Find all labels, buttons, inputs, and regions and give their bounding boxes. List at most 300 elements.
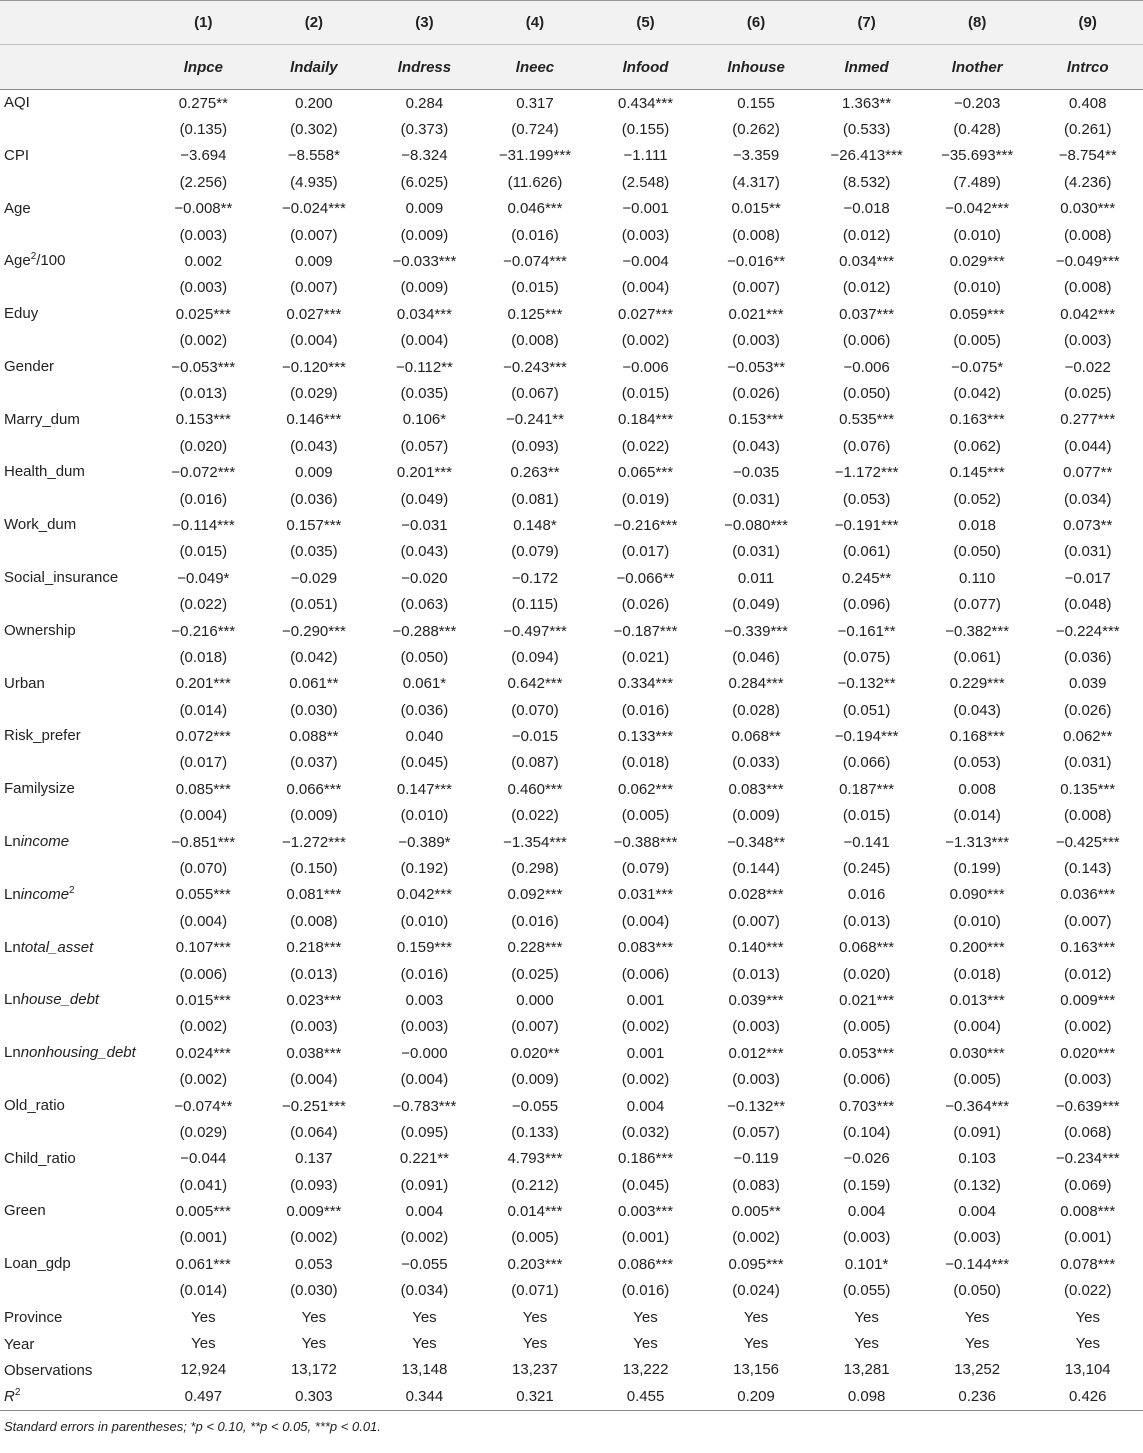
summary-row — [0, 1357, 1143, 1383]
standard-error-cell: (0.050) — [842, 384, 891, 402]
row-label-pre: Loan_gdp — [4, 1255, 71, 1273]
summary-cell: Yes — [191, 1335, 216, 1353]
standard-error-cell: (0.003) — [179, 226, 228, 244]
standard-error-cell: (0.031) — [1063, 754, 1112, 772]
standard-error-cell: (0.033) — [732, 754, 780, 772]
coefficient-cell: −8.324 — [401, 147, 448, 165]
column-name: lnpce — [183, 58, 223, 76]
standard-error-cell: (0.035) — [290, 543, 338, 561]
standard-error-cell: (0.007) — [1063, 912, 1112, 930]
row-label-pre: Familysize — [4, 780, 75, 798]
standard-error-cell: (0.013) — [290, 965, 338, 983]
standard-error-cell: (0.015) — [179, 543, 228, 561]
standard-error-cell: (0.048) — [1063, 596, 1112, 614]
standard-error-cell: (0.006) — [842, 1071, 891, 1089]
standard-error-cell: (0.041) — [179, 1176, 228, 1194]
coefficient-cell: 0.317 — [516, 94, 554, 112]
coefficient-cell: −0.382*** — [945, 622, 1010, 640]
standard-error-cell: (0.006) — [179, 965, 228, 983]
standard-error-cell: (4.317) — [732, 173, 780, 191]
coefficient-cell: −3.694 — [180, 147, 227, 165]
coefficient-cell: −0.141 — [843, 833, 890, 851]
row-label — [0, 1304, 148, 1330]
coefficient-cell: 1.363** — [842, 94, 892, 112]
standard-error-cell: (0.159) — [842, 1176, 891, 1194]
standard-error-cell: (0.015) — [621, 384, 670, 402]
coefficient-cell: 0.004 — [626, 1097, 665, 1115]
standard-error-cell: (0.002) — [732, 1229, 780, 1247]
standard-error-cell: (0.012) — [842, 226, 891, 244]
coefficient-cell: 0.203*** — [507, 1255, 563, 1273]
coefficient-cell: 0.148* — [513, 516, 557, 534]
standard-error-row — [0, 961, 1143, 987]
coefficient-cell: 0.053*** — [839, 1044, 895, 1062]
standard-error-cell: (0.008) — [1063, 279, 1112, 297]
coefficient-cell: −0.031 — [401, 516, 448, 534]
standard-error-cell: (0.045) — [400, 754, 449, 772]
coefficient-cell: 0.284 — [405, 94, 444, 112]
column-name: lnmed — [844, 58, 889, 76]
standard-error-cell: (0.132) — [953, 1176, 1001, 1194]
standard-error-cell: (0.025) — [1063, 384, 1112, 402]
coefficient-cell: 0.004 — [405, 1203, 444, 1221]
coefficient-cell: 0.009*** — [286, 1203, 342, 1221]
coefficient-cell: 0.157*** — [286, 516, 342, 534]
standard-error-row — [0, 855, 1143, 881]
standard-error-row — [0, 1278, 1143, 1304]
coefficient-row — [0, 407, 1143, 433]
coefficient-cell: 0.068*** — [839, 939, 895, 957]
coefficient-row — [0, 459, 1143, 485]
coefficient-cell: −0.072*** — [171, 464, 236, 482]
coefficient-row — [0, 1198, 1143, 1224]
row-label-pre: Old_ratio — [4, 1096, 65, 1114]
standard-error-cell: (0.199) — [953, 860, 1001, 878]
summary-cell: 0.426 — [1032, 1383, 1143, 1410]
standard-error-cell: (0.003) — [732, 1071, 780, 1089]
coefficient-cell: 0.228*** — [507, 939, 563, 957]
standard-error-cell: (0.021) — [621, 648, 670, 666]
coefficient-cell: 0.009 — [295, 464, 333, 482]
summary-cell: Yes — [522, 1335, 548, 1353]
row-label — [0, 829, 148, 882]
standard-error-cell: (0.302) — [290, 121, 338, 139]
column-number: (5) — [636, 14, 655, 31]
standard-error-cell: (0.135) — [179, 121, 228, 139]
column-number: (3) — [415, 14, 434, 31]
coefficient-cell: −0.022 — [1064, 358, 1111, 376]
summary-cell: Yes — [1075, 1308, 1100, 1326]
coefficient-row — [0, 1146, 1143, 1172]
row-label-pre: CPI — [4, 146, 30, 164]
standard-error-row — [0, 644, 1143, 670]
standard-error-cell: (0.071) — [511, 1282, 559, 1300]
standard-error-cell: (0.079) — [621, 860, 670, 878]
coefficient-cell: −0.243*** — [503, 358, 567, 376]
standard-error-cell: (0.050) — [400, 648, 449, 666]
coefficient-cell: −0.187*** — [613, 622, 678, 640]
coefficient-cell: 0.221** — [399, 1150, 450, 1168]
row-label — [0, 1040, 148, 1093]
row-label — [0, 459, 148, 512]
standard-error-cell: (0.020) — [842, 965, 891, 983]
standard-error-cell: (0.007) — [290, 279, 338, 297]
coefficient-cell: 0.088** — [289, 728, 339, 746]
standard-error-cell: (0.010) — [953, 279, 1001, 297]
coefficient-cell: −0.008** — [174, 200, 233, 218]
summary-cell: 0.098 — [811, 1383, 922, 1410]
coefficient-cell: −0.033*** — [392, 253, 457, 271]
coefficient-cell: 0.036*** — [1060, 886, 1116, 904]
coefficient-cell: 0.042*** — [396, 886, 452, 904]
standard-error-cell: (0.034) — [400, 1282, 449, 1300]
standard-error-cell: (0.051) — [290, 596, 338, 614]
row-label-it: nonhousing_debt — [20, 1044, 136, 1062]
standard-error-cell: (0.028) — [732, 701, 780, 719]
row-label — [0, 987, 148, 1040]
standard-error-cell: (0.036) — [400, 701, 449, 719]
coefficient-row — [0, 301, 1143, 327]
standard-error-cell: (0.004) — [179, 807, 228, 825]
coefficient-cell: 0.201*** — [396, 464, 452, 482]
standard-error-cell: (0.003) — [400, 1018, 449, 1036]
row-label-pre: Age — [4, 199, 31, 217]
summary-cell: Yes — [412, 1308, 437, 1326]
standard-error-row — [0, 591, 1143, 617]
summary-cell: Yes — [854, 1335, 879, 1353]
coefficient-cell: 0.005*** — [175, 1203, 231, 1221]
coefficient-cell: −0.016** — [727, 253, 786, 271]
row-label-pre: Ln — [4, 832, 21, 850]
row-label — [0, 143, 148, 196]
standard-error-cell: (0.016) — [511, 912, 559, 930]
standard-error-cell: (7.489) — [953, 173, 1001, 191]
summary-cell: Yes — [743, 1335, 769, 1353]
row-label — [0, 723, 148, 776]
row-label-pre: Social_insurance — [4, 569, 119, 587]
coefficient-cell: 0.703*** — [839, 1097, 895, 1115]
coefficient-cell: −0.044 — [180, 1150, 227, 1168]
standard-error-cell: (0.155) — [621, 121, 670, 139]
standard-error-cell: (0.013) — [842, 912, 891, 930]
standard-error-cell: (0.087) — [511, 754, 559, 772]
coefficient-cell: −0.018 — [843, 200, 890, 218]
standard-error-row — [0, 275, 1143, 301]
table-body — [0, 90, 1143, 1411]
summary-cell: 0.321 — [480, 1383, 591, 1410]
coefficient-row — [0, 723, 1143, 749]
standard-error-row — [0, 486, 1143, 512]
coefficient-cell: 0.015*** — [175, 991, 231, 1009]
standard-error-cell: (0.010) — [400, 912, 449, 930]
summary-cell: Yes — [633, 1335, 658, 1353]
standard-error-cell: (0.014) — [179, 1282, 228, 1300]
coefficient-cell: −0.020 — [401, 569, 448, 587]
column-number-row — [0, 1, 1143, 45]
coefficient-cell: −0.497*** — [503, 622, 567, 640]
standard-error-cell: (6.025) — [400, 173, 449, 191]
row-label-it: total_asset — [20, 938, 94, 956]
coefficient-cell: 0.277*** — [1060, 411, 1116, 429]
row-label-pre: AQI — [4, 94, 30, 111]
standard-error-cell: (0.007) — [511, 1018, 559, 1036]
row-label — [0, 776, 148, 829]
row-label-pre: Gender — [4, 357, 55, 375]
standard-error-cell: (0.004) — [179, 912, 228, 930]
summary-cell: Yes — [743, 1308, 769, 1326]
standard-error-cell: (0.004) — [290, 1071, 338, 1089]
standard-error-cell: (0.018) — [179, 648, 228, 666]
summary-row — [0, 1383, 1143, 1410]
row-label-pre: Ln — [4, 938, 21, 956]
coefficient-cell: 0.029*** — [949, 253, 1005, 271]
coefficient-cell: −0.783*** — [392, 1097, 457, 1115]
standard-error-cell: (0.081) — [511, 490, 559, 508]
coefficient-cell: 0.039*** — [728, 991, 784, 1009]
standard-error-cell: (0.009) — [400, 279, 449, 297]
standard-error-cell: (0.053) — [842, 490, 891, 508]
coefficient-cell: 0.073** — [1063, 516, 1113, 534]
coefficient-cell: 0.028*** — [728, 886, 784, 904]
coefficient-cell: 0.003*** — [617, 1203, 674, 1221]
coefficient-cell: 0.133*** — [617, 728, 674, 746]
row-label — [0, 935, 148, 988]
coefficient-row — [0, 143, 1143, 169]
standard-error-cell: (0.009) — [732, 807, 780, 825]
coefficient-cell: −0.132** — [837, 675, 896, 693]
standard-error-row — [0, 1014, 1143, 1040]
row-label — [0, 90, 148, 143]
standard-error-cell: (0.007) — [732, 912, 780, 930]
coefficient-cell: −8.558* — [287, 147, 340, 165]
standard-error-cell: (0.003) — [732, 332, 780, 350]
column-name: lndress — [397, 58, 452, 76]
coefficient-cell: −0.053** — [727, 358, 786, 376]
standard-error-cell: (0.002) — [400, 1229, 449, 1247]
coefficient-cell: −0.639*** — [1055, 1097, 1120, 1115]
coefficient-cell: 0.061*** — [175, 1255, 231, 1273]
standard-error-cell: (0.022) — [511, 807, 559, 825]
coefficient-cell: 0.053 — [295, 1255, 333, 1273]
coefficient-cell: 0.004 — [958, 1203, 996, 1221]
coefficient-cell: 0.153*** — [175, 411, 231, 429]
coefficient-cell: 0.163*** — [949, 411, 1005, 429]
standard-error-cell: (0.014) — [179, 701, 228, 719]
row-label-pre: Ln — [4, 991, 21, 1009]
header-corner — [0, 1, 148, 45]
row-label — [0, 248, 148, 301]
coefficient-cell: 0.147*** — [396, 780, 452, 798]
standard-error-row — [0, 1172, 1143, 1198]
header-corner — [0, 45, 148, 90]
coefficient-cell: 0.095*** — [728, 1255, 784, 1273]
standard-error-cell: (0.004) — [953, 1018, 1001, 1036]
coefficient-cell: −0.114*** — [171, 516, 235, 534]
coefficient-cell: 0.072*** — [175, 728, 231, 746]
standard-error-cell: (0.003) — [1063, 332, 1112, 350]
standard-error-cell: (0.063) — [400, 596, 449, 614]
summary-cell: 0.236 — [922, 1383, 1033, 1410]
coefficient-cell: 0.107*** — [175, 939, 231, 957]
coefficient-cell: −0.203 — [954, 94, 1001, 112]
coefficient-cell: −0.026 — [843, 1150, 890, 1168]
coefficient-cell: 0.009 — [295, 253, 333, 271]
row-label — [0, 407, 148, 460]
summary-cell: Yes — [1075, 1335, 1100, 1353]
coefficient-cell: 0.103 — [958, 1150, 996, 1168]
standard-error-cell: (0.024) — [732, 1282, 780, 1300]
row-label-post: /100 — [36, 252, 66, 270]
standard-error-cell: (0.031) — [732, 490, 780, 508]
standard-error-cell: (0.013) — [179, 384, 228, 402]
coefficient-cell: 0.460*** — [507, 780, 563, 798]
standard-error-cell: (0.043) — [400, 543, 449, 561]
column-name: lneec — [515, 58, 555, 76]
coefficient-cell: 0.002 — [184, 253, 223, 271]
standard-error-cell: (0.002) — [621, 1071, 670, 1089]
standard-error-cell: (0.070) — [179, 860, 228, 878]
coefficient-cell: −35.693*** — [941, 147, 1014, 165]
standard-error-cell: (0.025) — [511, 965, 559, 983]
coefficient-cell: 0.642*** — [507, 675, 563, 693]
standard-error-cell: (0.051) — [842, 701, 891, 719]
coefficient-row — [0, 1251, 1143, 1277]
standard-error-cell: (0.061) — [953, 648, 1001, 666]
standard-error-cell: (0.046) — [732, 648, 780, 666]
summary-cell: Yes — [854, 1308, 879, 1326]
row-label — [0, 196, 148, 249]
standard-error-row — [0, 222, 1143, 248]
coefficient-cell: −0.191*** — [834, 516, 899, 534]
summary-cell: 13,222 — [622, 1361, 669, 1379]
summary-cell: Yes — [964, 1308, 990, 1326]
standard-error-cell: (0.016) — [400, 965, 449, 983]
coefficient-cell: −0.017 — [1064, 569, 1111, 587]
coefficient-cell: 0.038*** — [286, 1044, 342, 1062]
coefficient-row — [0, 829, 1143, 855]
coefficient-cell: 0.023*** — [286, 991, 342, 1009]
coefficient-cell: 0.039 — [1068, 675, 1107, 693]
coefficient-cell: 0.092*** — [507, 886, 563, 904]
standard-error-cell: (0.057) — [732, 1123, 780, 1141]
summary-cell: 13,104 — [1064, 1361, 1111, 1379]
coefficient-cell: 0.042*** — [1060, 305, 1116, 323]
coefficient-cell: 0.027*** — [617, 305, 674, 323]
standard-error-cell: (0.045) — [621, 1176, 670, 1194]
row-label-sup: 2 — [69, 884, 75, 896]
coefficient-cell: 0.163*** — [1060, 939, 1116, 957]
standard-error-cell: (0.004) — [400, 1071, 449, 1089]
standard-error-cell: (0.013) — [732, 965, 780, 983]
coefficient-cell: −0.120*** — [281, 358, 346, 376]
standard-error-cell: (0.143) — [1063, 860, 1112, 878]
coefficient-cell: −3.359 — [732, 147, 780, 165]
column-name: lnother — [951, 58, 1003, 76]
coefficient-cell: 0.004 — [847, 1203, 886, 1221]
coefficient-cell: −0.004 — [622, 253, 669, 271]
standard-error-cell: (0.091) — [400, 1176, 449, 1194]
row-label — [0, 565, 148, 618]
standard-error-cell: (0.001) — [621, 1229, 670, 1247]
coefficient-cell: −0.161** — [837, 622, 896, 640]
coefficient-cell: 0.024*** — [175, 1044, 231, 1062]
standard-error-cell: (0.075) — [842, 648, 891, 666]
coefficient-cell: 0.153*** — [728, 411, 784, 429]
coefficient-cell: 0.013*** — [949, 991, 1005, 1009]
standard-error-cell: (0.008) — [732, 226, 780, 244]
standard-error-cell: (0.008) — [1063, 226, 1112, 244]
coefficient-cell: −0.055 — [511, 1097, 559, 1115]
row-label-sup: 2 — [14, 1387, 21, 1399]
coefficient-cell: 0.027*** — [286, 305, 342, 323]
coefficient-cell: 0.275** — [178, 94, 228, 112]
standard-error-cell: (0.022) — [621, 437, 670, 455]
row-label — [0, 671, 148, 724]
coefficient-cell: −0.074*** — [503, 253, 567, 271]
standard-error-cell: (0.298) — [511, 860, 559, 878]
coefficient-row — [0, 196, 1143, 222]
coefficient-cell: 0.068** — [731, 728, 781, 746]
row-label-pre: Eduy — [4, 305, 39, 323]
coefficient-cell: 0.137 — [295, 1150, 333, 1168]
coefficient-cell: 0.001 — [626, 991, 665, 1009]
coefficient-cell: 0.081*** — [286, 886, 342, 904]
coefficient-cell: −0.074** — [174, 1097, 233, 1115]
coefficient-cell: −0.015 — [511, 728, 559, 746]
coefficient-cell: −8.754** — [1058, 147, 1117, 165]
standard-error-row — [0, 803, 1143, 829]
coefficient-cell: −0.388*** — [613, 833, 678, 851]
standard-error-cell: (4.935) — [290, 173, 338, 191]
coefficient-cell: 0.245** — [842, 569, 892, 587]
coefficient-cell: 0.090*** — [949, 886, 1005, 904]
coefficient-cell: 0.218*** — [286, 939, 342, 957]
standard-error-cell: (0.014) — [953, 807, 1001, 825]
coefficient-cell: −0.339*** — [724, 622, 788, 640]
standard-error-cell: (0.049) — [732, 596, 780, 614]
coefficient-cell: 4.793*** — [507, 1150, 563, 1168]
row-label-pre: Health_dum — [4, 463, 85, 481]
standard-error-cell: (0.034) — [1063, 490, 1112, 508]
standard-error-cell: (0.006) — [842, 332, 891, 350]
coefficient-cell: −0.132** — [727, 1097, 786, 1115]
coefficient-cell: −0.000 — [401, 1044, 448, 1062]
coefficient-row — [0, 1040, 1143, 1066]
standard-error-cell: (0.036) — [1063, 648, 1112, 666]
coefficient-cell: 0.101* — [844, 1255, 889, 1273]
standard-error-cell: (0.069) — [1063, 1176, 1112, 1194]
column-name: lndaily — [290, 58, 338, 76]
standard-error-cell: (0.002) — [290, 1229, 338, 1247]
standard-error-cell: (0.005) — [953, 1071, 1001, 1089]
coefficient-cell: 0.263** — [510, 464, 560, 482]
coefficient-cell: −0.029 — [290, 569, 338, 587]
summary-cell: 13,281 — [843, 1361, 890, 1379]
coefficient-cell: 0.001 — [626, 1044, 665, 1062]
standard-error-cell: (0.052) — [953, 490, 1001, 508]
coefficient-cell: −1.111 — [623, 147, 668, 165]
coefficient-cell: 0.003 — [405, 991, 444, 1009]
standard-error-cell: (0.029) — [179, 1123, 228, 1141]
row-label — [0, 354, 148, 407]
coefficient-cell: −0.042*** — [945, 200, 1010, 218]
row-label — [0, 1357, 148, 1383]
standard-error-row — [0, 1225, 1143, 1251]
standard-error-cell: (0.017) — [179, 754, 228, 772]
row-label — [0, 512, 148, 565]
coefficient-cell: 0.000 — [516, 991, 554, 1009]
column-number: (8) — [967, 14, 987, 31]
